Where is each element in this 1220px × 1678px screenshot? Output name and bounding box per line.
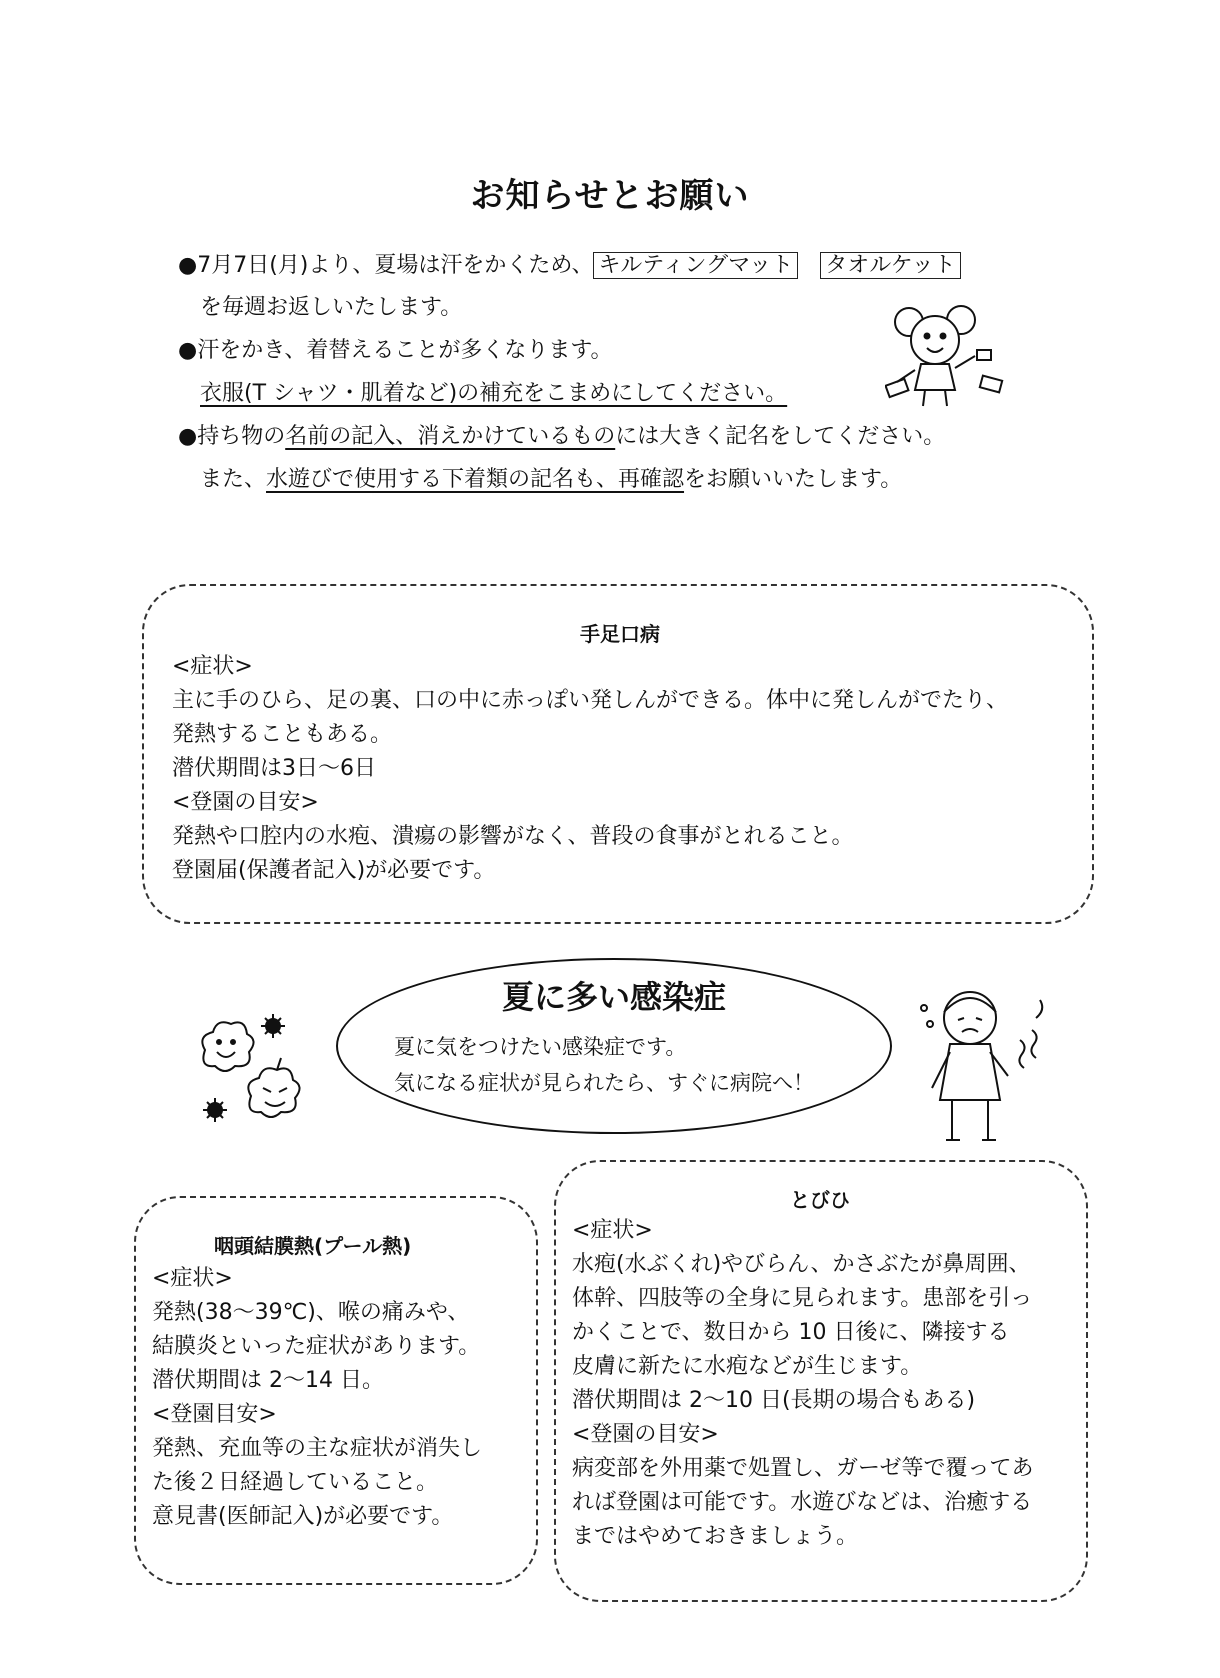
impetigo-title: とびひ [790, 1188, 850, 1212]
summer-infections-line-1: 夏に気をつけたい感染症です。 [394, 1035, 687, 1059]
hfmd-title: 手足口病 [580, 622, 660, 646]
impetigo-symptom-2: 体幹、四肢等の全身に見られます。患部を引っ [572, 1286, 1033, 1311]
notice-text: ●持ち物の [178, 424, 286, 449]
impetigo-symptom-1: 水疱(水ぶくれ)やびらん、かさぶたが鼻周囲、 [572, 1252, 1031, 1277]
summer-infections-title: 夏に多い感染症 [501, 978, 726, 1016]
notice-line-6 [200, 465, 902, 495]
pcf-guide-3: 意見書(医師記入)が必要です。 [152, 1504, 454, 1529]
hfmd-symptom-2: 発熱することもある。 [172, 722, 393, 747]
hfmd-incubation: 潜伏期間は3日〜6日 [172, 756, 376, 781]
impetigo-guide-1: 病変部を外用薬で処置し、ガーゼ等で覆ってあ [572, 1456, 1034, 1481]
pcf-guide-2: た後２日経過していること。 [152, 1470, 439, 1495]
pcf-symptom-1: 発熱(38〜39℃)、喉の痛みや、 [152, 1300, 470, 1325]
notice-text: ●7月7日(月)より、夏場は汗をかくため、 [178, 253, 594, 278]
pcf-title: 咽頭結膜熱(プール熱) [214, 1234, 412, 1258]
pcf-incubation: 潜伏期間は 2〜14 日。 [152, 1368, 384, 1393]
page-title: お知らせとお願い [470, 176, 750, 216]
notice-emphasis: 水遊びで使用する下着類の記名も、再確認 [266, 467, 685, 492]
pcf-symptom-2: 結膜炎といった症状があります。 [152, 1334, 481, 1359]
towel-blanket-label: タオルケット [820, 252, 960, 279]
mouse-illustration-icon [885, 300, 1015, 415]
hfmd-guide-2: 登園届(保護者記入)が必要です。 [172, 858, 496, 883]
sick-child-illustration-icon [910, 980, 1060, 1150]
hfmd-symptoms-heading: <症状> [172, 654, 253, 679]
impetigo-symptom-4: 皮膚に新たに水疱などが生じます。 [572, 1354, 923, 1379]
pcf-guide-1: 発熱、充血等の主な症状が消失し [152, 1436, 483, 1461]
notice-emphasis: 名前の記入、消えかけているもの [285, 424, 616, 449]
impetigo-guide-2: れば登園は可能です。水遊びなどは、治癒する [572, 1490, 1033, 1515]
summer-infections-line-2: 気になる症状が見られたら、すぐに病院へ！ [394, 1071, 814, 1095]
impetigo-guide-3: まではやめておきましょう。 [572, 1524, 859, 1549]
hfmd-guide-1: 発熱や口腔内の水疱、潰瘍の影響がなく、普段の食事がとれること。 [172, 824, 854, 849]
impetigo-symptoms-heading: <症状> [572, 1218, 653, 1243]
notice-text: には大きく記名をしてください。 [615, 424, 946, 449]
notice-line-5 [178, 422, 945, 452]
pcf-symptoms-heading: <症状> [152, 1266, 233, 1291]
quilting-mat-label: キルティングマット [593, 252, 798, 279]
hfmd-symptom-1: 主に手のひら、足の裏、口の中に赤っぽい発しんができる。体中に発しんがでたり、 [172, 688, 1009, 713]
notice-line-3: ●汗をかき、着替えることが多くなります。 [178, 338, 613, 363]
hfmd-guide-heading: <登園の目安> [172, 790, 319, 815]
notice-line-4: 衣服(T シャツ・肌着など)の補充をこまめにしてください。 [200, 381, 788, 406]
pcf-guide-heading: <登園目安> [152, 1402, 277, 1427]
germs-illustration-icon [195, 1010, 315, 1130]
impetigo-incubation: 潜伏期間は 2〜10 日(長期の場合もある) [572, 1388, 976, 1413]
impetigo-guide-heading: <登園の目安> [572, 1422, 719, 1447]
notice-text: をお願いいたします。 [684, 467, 903, 492]
impetigo-symptom-3: かくことで、数日から 10 日後に、隣接する [572, 1320, 1010, 1345]
notice-line-2: を毎週お返しいたします。 [200, 295, 463, 320]
notice-text: また、 [200, 467, 267, 492]
notice-line-1 [178, 251, 961, 281]
